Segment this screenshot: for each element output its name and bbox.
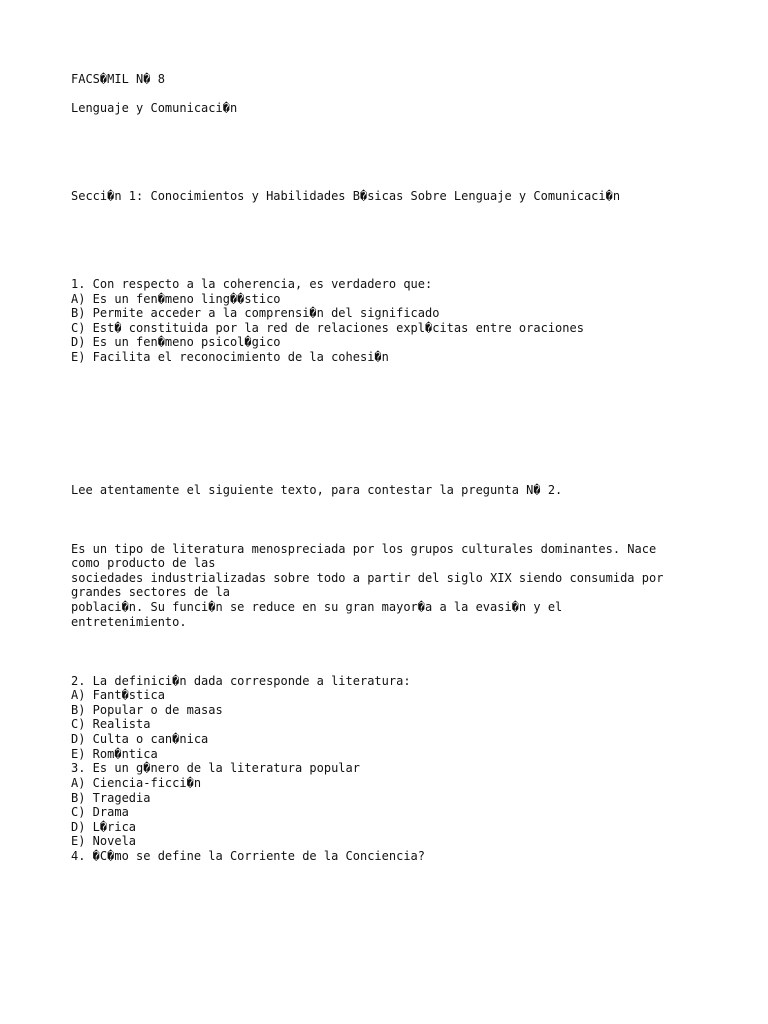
question-3-option-c: C) Drama [71, 805, 129, 819]
question-3: 3. Es un g�nero de la literatura popular [71, 761, 360, 775]
passage-line: grandes sectores de la [71, 585, 230, 599]
question-2-option-b: B) Popular o de masas [71, 703, 223, 717]
facsimile-number: FACS�MIL N� 8 [71, 72, 165, 86]
section-title: Secci�n 1: Conocimientos y Habilidades B�sicas Sobre Lenguaje y Comunicaci�n [71, 189, 621, 203]
question-3-option-d: D) L�rica [71, 820, 137, 834]
passage-line: Es un tipo de literatura menospreciada por los grupos culturales dominantes. Nace [71, 542, 657, 556]
question-1-option-d: D) Es un fen�meno psicol�gico [71, 335, 281, 349]
question-3-option-b: B) Tragedia [71, 791, 151, 805]
question-3-option-a: A) Ciencia-ficci�n [71, 776, 202, 790]
question-2-option-e: E) Rom�ntica [71, 747, 158, 761]
reading-instruction: Lee atentamente el siguiente texto, para contestar la pregunta N� 2. [71, 483, 563, 497]
question-4: 4. �C�mo se define la Corriente de la Conciencia? [71, 849, 426, 863]
passage-line: como producto de las [71, 556, 216, 570]
question-1-option-e: E) Facilita el reconocimiento de la cohesi�n [71, 350, 389, 364]
question-1: 1. Con respecto a la coherencia, es verdadero que: [71, 277, 433, 291]
subject-title: Lenguaje y Comunicaci�n [71, 101, 238, 115]
question-2-option-a: A) Fant�stica [71, 688, 165, 702]
question-3-option-e: E) Novela [71, 834, 137, 848]
question-1-option-b: B) Permite acceder a la comprensi�n del significado [71, 306, 440, 320]
question-2-option-c: C) Realista [71, 717, 151, 731]
question-2: 2. La definici�n dada corresponde a literatura: [71, 674, 411, 688]
passage-line: sociedades industrializadas sobre todo a partir del siglo XIX siendo consumida por [71, 571, 664, 585]
question-2-option-d: D) Culta o can�nica [71, 732, 209, 746]
passage-line: entretenimiento. [71, 615, 187, 629]
question-1-option-a: A) Es un fen�meno ling��stico [71, 292, 281, 306]
question-1-option-c: C) Est� constituida por la red de relaciones expl�citas entre oraciones [71, 321, 584, 335]
passage-line: poblaci�n. Su funci�n se reduce en su gran mayor�a a la evasi�n y el [71, 600, 563, 614]
